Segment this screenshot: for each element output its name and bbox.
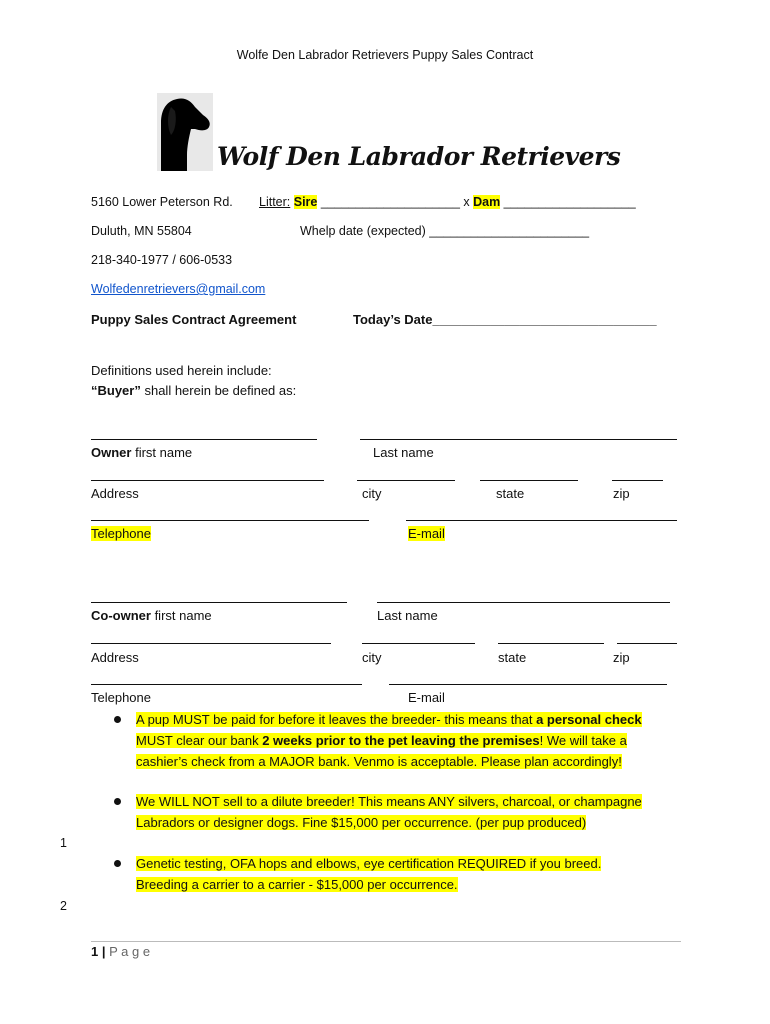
bullet-genetic: [136, 853, 601, 895]
owner-email-label: E-mail: [408, 526, 445, 541]
owner-state-label: state: [496, 486, 525, 501]
coowner-city-label: city: [362, 650, 382, 665]
page-word: P a g e: [109, 944, 151, 959]
coowner-email-label: E-mail: [408, 690, 445, 705]
bullet-payment: [136, 709, 642, 772]
page-number: 1: [91, 944, 99, 959]
address-line2: Duluth, MN 55804: [91, 224, 192, 238]
owner-bold: Owner: [91, 445, 132, 460]
bullet-dilute: [136, 791, 642, 833]
coowner-state-label: state: [498, 650, 527, 665]
owner-last-name-label: Last name: [373, 445, 434, 460]
owner-telephone-line[interactable]: [91, 520, 369, 521]
dam-blank: ___________________: [500, 195, 636, 209]
coowner-email-line[interactable]: [389, 684, 667, 685]
bullet-payment-line1: A pup MUST be paid for before it leaves the breeder- this means that a personal check: [136, 712, 642, 727]
owner-first-rest: first name: [131, 445, 193, 460]
coowner-bold: Co-owner: [91, 608, 151, 623]
running-header: Wolfe Den Labrador Retrievers Puppy Sales Contract: [236, 48, 534, 62]
coowner-first-rest: first name: [150, 608, 212, 623]
owner-address-label: Address: [91, 486, 139, 501]
phone-number: 218-340-1977 / 606-0533: [91, 253, 233, 267]
logo-dog-icon: [157, 93, 213, 176]
owner-city-label: city: [362, 486, 382, 501]
todays-date: Today’s Date_______________________________: [353, 312, 657, 327]
bullet-genetic-line1: Genetic testing, OFA hops and elbows, eye certification REQUIRED if you breed.: [136, 856, 602, 871]
coowner-telephone-line[interactable]: [91, 684, 362, 685]
owner-telephone-label: Telephone: [91, 526, 151, 541]
bullet-genetic-line2: Breeding a carrier to a carrier - $15,000 per occurrence.: [136, 877, 458, 892]
owner-address-line[interactable]: [91, 480, 324, 481]
coowner-last-name-line[interactable]: [377, 602, 670, 603]
buyer-definition: [91, 383, 296, 398]
page-separator: |: [98, 944, 110, 959]
logo-title: Wolf Den Labrador Retrievers: [217, 142, 621, 171]
coowner-zip-label: zip: [613, 650, 630, 665]
dam-label: Dam: [473, 195, 501, 209]
buyer-term: “Buyer”: [91, 383, 141, 398]
litter-label: Litter:: [259, 195, 291, 209]
whelp-date: Whelp date (expected) _______________________: [300, 224, 590, 238]
bullet-payment-line3: cashier’s check from a MAJOR bank. Venmo is acceptable. Please plan accordingly!: [136, 754, 622, 769]
bullet-dot-icon: [114, 716, 121, 723]
page-footer: [91, 944, 150, 959]
owner-city-line[interactable]: [357, 480, 455, 481]
owner-first-name-line[interactable]: [91, 439, 317, 440]
agreement-title: Puppy Sales Contract Agreement: [91, 312, 297, 327]
margin-number-2: 2: [60, 899, 67, 913]
coowner-first-name-line[interactable]: [91, 602, 347, 603]
owner-state-line[interactable]: [480, 480, 578, 481]
owner-zip-label: zip: [613, 486, 630, 501]
sire-label: Sire: [293, 195, 318, 209]
email-link[interactable]: Wolfedenretrievers@gmail.com: [91, 282, 266, 296]
footer-rule: [91, 941, 681, 942]
coowner-zip-line[interactable]: [617, 643, 677, 644]
coowner-state-line[interactable]: [498, 643, 604, 644]
bullet-dot-icon: [114, 860, 121, 867]
bullet-payment-line2: MUST clear our bank 2 weeks prior to the pet leaving the premises! We will take a: [136, 733, 627, 748]
coowner-address-line[interactable]: [91, 643, 331, 644]
bullet-dilute-line2: Labradors or designer dogs. Fine $15,000 per occurrence. (per pup produced): [136, 815, 587, 830]
coowner-last-name-label: Last name: [377, 608, 438, 623]
margin-number-1: 1: [60, 836, 67, 850]
owner-first-name-label: [91, 445, 192, 460]
coowner-first-name-label: [91, 608, 212, 623]
coowner-city-line[interactable]: [362, 643, 475, 644]
definitions-intro: Definitions used herein include:: [91, 363, 272, 378]
litter-line: [259, 195, 636, 209]
owner-last-name-line[interactable]: [360, 439, 677, 440]
owner-email-line[interactable]: [406, 520, 677, 521]
bullet-dot-icon: [114, 798, 121, 805]
coowner-telephone-label: Telephone: [91, 690, 151, 705]
coowner-address-label: Address: [91, 650, 139, 665]
owner-zip-line[interactable]: [612, 480, 663, 481]
address-line1: 5160 Lower Peterson Rd.: [91, 195, 233, 209]
sire-blank: ____________________ x: [317, 195, 474, 209]
bullet-dilute-line1: We WILL NOT sell to a dilute breeder! This means ANY silvers, charcoal, or champagne: [136, 794, 642, 809]
buyer-rest: shall herein be defined as:: [140, 383, 297, 398]
